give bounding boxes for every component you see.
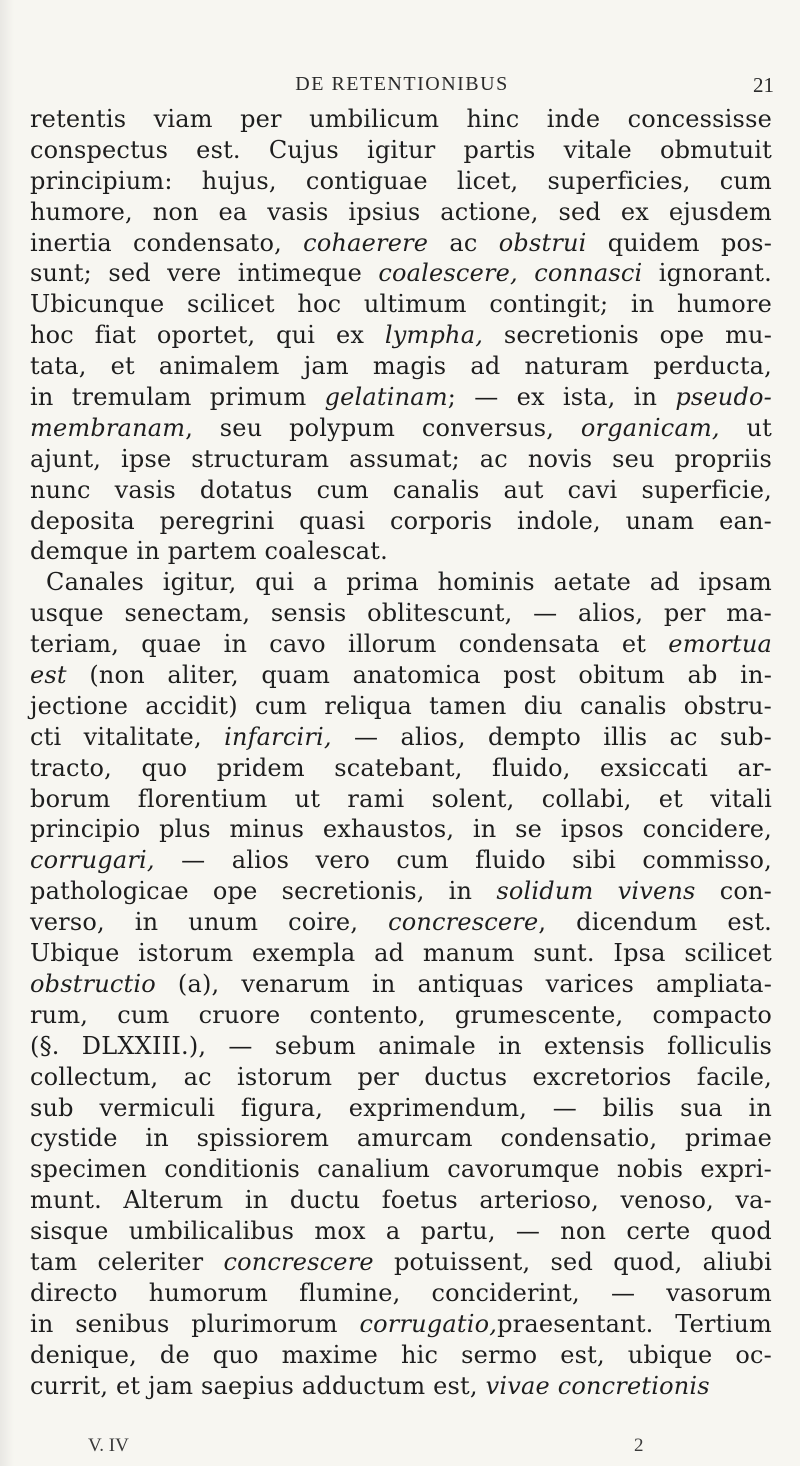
text-line xyxy=(30,1247,772,1278)
italic-term: membranam xyxy=(30,413,186,442)
text-run: sunt; sed vere intimeque xyxy=(30,259,379,288)
italic-term: solidum vivens xyxy=(496,877,696,906)
text-run: potuissent, sed quod, aliubi xyxy=(373,1247,772,1276)
running-title: DE RETENTIONIBUS xyxy=(295,73,509,95)
italic-term: infarciri, xyxy=(224,722,332,751)
text-run: teriam, quae in cavo illorum condensata et xyxy=(30,630,669,659)
italic-term: coalescere, connasci xyxy=(378,259,643,288)
text-run: ut xyxy=(719,413,772,442)
text-run: in tremulam primum xyxy=(30,383,325,412)
text-line xyxy=(30,907,772,938)
text-line xyxy=(30,691,772,722)
text-run: collectum, ac istorum per ductus excretorios facile, xyxy=(30,1062,772,1091)
text-run: , dicendum est. xyxy=(538,908,772,937)
text-line xyxy=(30,135,772,166)
text-line xyxy=(30,475,772,506)
gathering-mark: 2 xyxy=(634,1435,644,1456)
text-line xyxy=(30,289,772,320)
italic-term: obstructio xyxy=(30,969,156,998)
text-run: (non aliter, quam anatomica post obitum ab in- xyxy=(66,661,772,690)
italic-term: est xyxy=(30,661,67,690)
text-line xyxy=(30,104,772,135)
text-run: praesentant. Tertium xyxy=(497,1309,773,1338)
text-run: sub vermiculi figura, exprimendum, — bilis sua in xyxy=(30,1093,772,1122)
text-line xyxy=(30,197,772,228)
text-run: ac xyxy=(428,228,499,257)
italic-term: corrugatio, xyxy=(359,1309,498,1338)
italic-term: obstrui xyxy=(498,228,587,257)
italic-term: emortua xyxy=(668,630,772,659)
text-line xyxy=(30,784,772,815)
text-run: (§. DLXXIII.), — sebum animale in extensis folliculis xyxy=(30,1031,772,1060)
text-run: currit, et jam saepius adductum est, xyxy=(30,1371,486,1400)
text-run: specimen conditionis canalium cavorumque nobis expri- xyxy=(30,1155,772,1184)
text-line xyxy=(30,1278,772,1309)
text-line xyxy=(30,382,772,413)
text-run: usque senectam, sensis oblitescunt, — alios, per ma- xyxy=(30,599,772,628)
text-line xyxy=(30,938,772,969)
text-run: tracto, quo pridem scatebant, fluido, exsiccati ar- xyxy=(30,753,772,782)
text-run: principio plus minus exhaustos, in se ipsos concidere, xyxy=(30,815,772,844)
text-run: con- xyxy=(695,877,772,906)
text-run: deposita peregrini quasi corporis indole, unam ean- xyxy=(30,506,772,535)
text-run: cystide in spissiorem amurcam condensatio, primae xyxy=(30,1124,772,1153)
text-run: nunc vasis dotatus cum canalis aut cavi superficie, xyxy=(30,475,772,504)
text-line xyxy=(30,660,772,691)
text-line xyxy=(30,506,772,537)
text-run: Ubique istorum exempla ad manum sunt. Ipsa scilicet xyxy=(30,939,772,968)
text-run: ajunt, ipse structuram assumat; ac novis seu propriis xyxy=(30,444,772,473)
italic-term: concrescere xyxy=(388,908,539,937)
text-line xyxy=(30,258,772,289)
text-run: conspectus est. Cujus igitur partis vitale obmutuit xyxy=(30,135,772,164)
text-run: Ubicunque scilicet hoc ultimum contingit; in humore xyxy=(30,290,772,319)
text-line xyxy=(30,1216,772,1247)
text-line xyxy=(30,1000,772,1031)
text-line xyxy=(30,166,772,197)
text-line xyxy=(30,753,772,784)
text-line xyxy=(30,722,772,753)
text-line xyxy=(30,969,772,1000)
page-footer xyxy=(0,1435,800,1459)
text-line xyxy=(30,845,772,876)
text-run: quidem pos- xyxy=(586,228,772,257)
text-line xyxy=(30,320,772,351)
text-run: humore, non ea vasis ipsius actione, sed ex ejusdem xyxy=(30,197,772,226)
text-line xyxy=(30,1309,772,1340)
text-run: tata, et animalem jam magis ad naturam perducta, xyxy=(30,352,772,381)
page-number: 21 xyxy=(753,73,774,97)
text-run: tam celeriter xyxy=(30,1247,224,1276)
text-run: (a), venarum in antiquas varices ampliata- xyxy=(155,969,772,998)
text-line xyxy=(30,351,772,382)
text-line xyxy=(30,1123,772,1154)
volume-signature: V. IV xyxy=(88,1435,129,1456)
text-line xyxy=(30,1371,772,1402)
running-head xyxy=(0,73,800,99)
text-run: munt. Alterum in ductu foetus arterioso, venoso, va- xyxy=(30,1186,772,1215)
text-run: jectione accidit) cum reliqua tamen diu canalis obstru- xyxy=(30,691,772,720)
text-run: retentis viam per umbilicum hinc inde concessisse xyxy=(30,105,772,133)
text-line xyxy=(30,598,772,629)
text-line xyxy=(30,1340,772,1371)
text-run: — alios, dempto illis ac sub- xyxy=(331,722,772,751)
text-run: inertia condensato, xyxy=(30,228,304,257)
text-line xyxy=(30,1062,772,1093)
italic-term: cohaerere xyxy=(303,228,429,257)
text-run: denique, de quo maxime hic sermo est, ubique oc- xyxy=(30,1340,772,1369)
text-line xyxy=(30,1154,772,1185)
text-run: ignorant. xyxy=(642,259,772,288)
italic-term: vivae concretionis xyxy=(485,1371,710,1400)
italic-term: gelatinam xyxy=(324,383,448,412)
text-line xyxy=(30,876,772,907)
text-line xyxy=(30,536,772,567)
text-run: , seu polypum conversus, xyxy=(185,413,581,442)
italic-term: concrescere xyxy=(223,1247,374,1276)
text-line xyxy=(30,413,772,444)
body-text xyxy=(30,104,772,1401)
text-run: verso, in unum coire, xyxy=(30,908,389,937)
text-run: directo humorum flumine, conciderint, — vasorum xyxy=(30,1278,772,1307)
italic-term: pseudo- xyxy=(675,383,772,412)
italic-term: lympha, xyxy=(384,321,484,350)
text-line xyxy=(30,444,772,475)
text-line xyxy=(30,228,772,259)
italic-term: organicam, xyxy=(580,413,720,442)
text-run: Canales igitur, qui a prima hominis aetate ad ipsam xyxy=(46,568,772,597)
text-run: secretionis ope mu- xyxy=(483,321,772,350)
italic-term: corrugari, xyxy=(30,846,155,875)
text-line xyxy=(30,814,772,845)
text-run: borum florentium ut rami solent, collabi, et vitali xyxy=(30,784,772,813)
text-run: pathologicae ope secretionis, in xyxy=(30,877,497,906)
text-run: — alios vero cum fluido sibi commisso, xyxy=(154,846,772,875)
text-line xyxy=(30,629,772,660)
text-run: rum, cum cruore contento, grumescente, compacto xyxy=(30,1000,772,1029)
text-run: demque in partem coalescat. xyxy=(30,537,388,566)
text-run: principium: hujus, contiguae licet, superficies, cum xyxy=(30,166,772,195)
text-run: cti vitalitate, xyxy=(30,722,225,751)
text-line xyxy=(30,1185,772,1216)
text-run: sisque umbilicalibus mox a partu, — non certe quod xyxy=(30,1217,772,1246)
text-line xyxy=(30,1031,772,1062)
gutter-shadow xyxy=(0,0,14,1466)
text-run: in senibus plurimorum xyxy=(30,1309,360,1338)
text-run: hoc fiat oportet, qui ex xyxy=(30,321,385,350)
text-run: ; — ex ista, in xyxy=(447,383,676,412)
text-line xyxy=(30,1093,772,1124)
text-line xyxy=(30,567,772,598)
